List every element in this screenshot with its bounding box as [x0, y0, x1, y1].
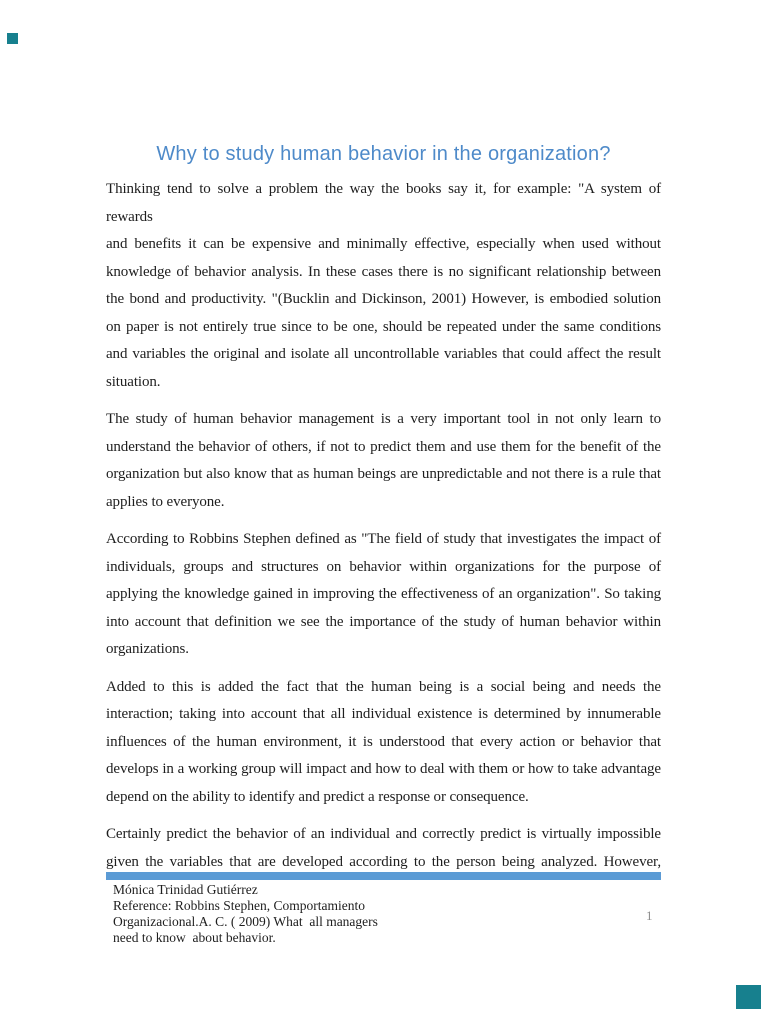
- paragraph: [106, 674, 661, 812]
- paragraph-line: Added to this is added the fact that the human being is a social being and needs the: [106, 678, 661, 695]
- paragraph-line: organization but also know that as human beings are unpredictable and not there is a rule that: [106, 466, 661, 482]
- paragraph: [106, 176, 661, 396]
- paragraph-line: on paper is not entirely true since to be one, should be repeated under the same conditions: [106, 318, 661, 335]
- paragraph-line: Thinking tend to solve a problem the way the books say it, for example: "A system of rewards: [106, 181, 661, 225]
- paragraph-line: depend on the ability to identify and predict a response or consequence.: [106, 788, 529, 805]
- footer-line: Reference: Robbins Stephen, Comportamiento: [113, 898, 365, 913]
- footer-text: [113, 882, 378, 946]
- paragraph-line: influences of the human environment, it is understood that every action or behavior that: [106, 733, 661, 750]
- paragraph-line: the bond and productivity. "(Bucklin and Dickinson, 2001) However, is embodied solution: [106, 291, 661, 307]
- paragraph-line: applies to everyone.: [106, 493, 225, 510]
- paragraph-line: knowledge of behavior analysis. In these cases there is no significant relationship between: [106, 263, 661, 280]
- page-number: 1: [646, 908, 653, 923]
- paragraph-line: given the variables that are developed according to the person being analyzed. However,: [106, 853, 661, 870]
- footer-line: Organizacional.A. C. ( 2009) What all managers: [113, 914, 378, 929]
- document-body: [106, 176, 661, 886]
- paragraph: [106, 406, 661, 516]
- paragraph-line: Certainly predict the behavior of an individual and correctly predict is virtually impossible: [106, 826, 661, 842]
- footer-line: need to know about behavior.: [113, 930, 276, 945]
- paragraph-line: and benefits it can be expensive and minimally effective, especially when used without: [106, 236, 661, 252]
- paragraph-line: interaction; taking into account that all individual existence is determined by innumerable: [106, 706, 661, 722]
- page-title: Why to study human behavior in the organization?: [156, 143, 611, 165]
- paragraph-line: According to Robbins Stephen defined as "The field of study that investigates the impact of: [106, 531, 661, 547]
- footer-divider-bar: [106, 872, 661, 880]
- page-corner-mark-top-left: [7, 33, 18, 44]
- page-corner-mark-bottom-right: [736, 985, 761, 1009]
- paragraph: [106, 526, 661, 664]
- paragraph-line: into account that definition we see the importance of the study of human behavior within: [106, 613, 661, 630]
- paragraph-line: applying the knowledge gained in improving the effectiveness of an organization". So taking: [106, 586, 661, 602]
- paragraph-line: individuals, groups and structures on behavior within organizations for the purpose of: [106, 558, 661, 575]
- paragraph-line: understand the behavior of others, if not to predict them and use them for the benefit of the: [106, 438, 661, 455]
- footer-line: Mónica Trinidad Gutiérrez: [113, 882, 258, 897]
- paragraph-line: The study of human behavior management is a very important tool in not only learn to: [106, 411, 661, 427]
- paragraph-line: situation.: [106, 373, 161, 390]
- paragraph-line: organizations.: [106, 641, 189, 657]
- paragraph-line: and variables the original and isolate all uncontrollable variables that could affect the result: [106, 346, 661, 362]
- paragraph: [106, 821, 661, 876]
- paragraph-line: develops in a working group will impact and how to deal with them or how to take advantage: [106, 761, 661, 777]
